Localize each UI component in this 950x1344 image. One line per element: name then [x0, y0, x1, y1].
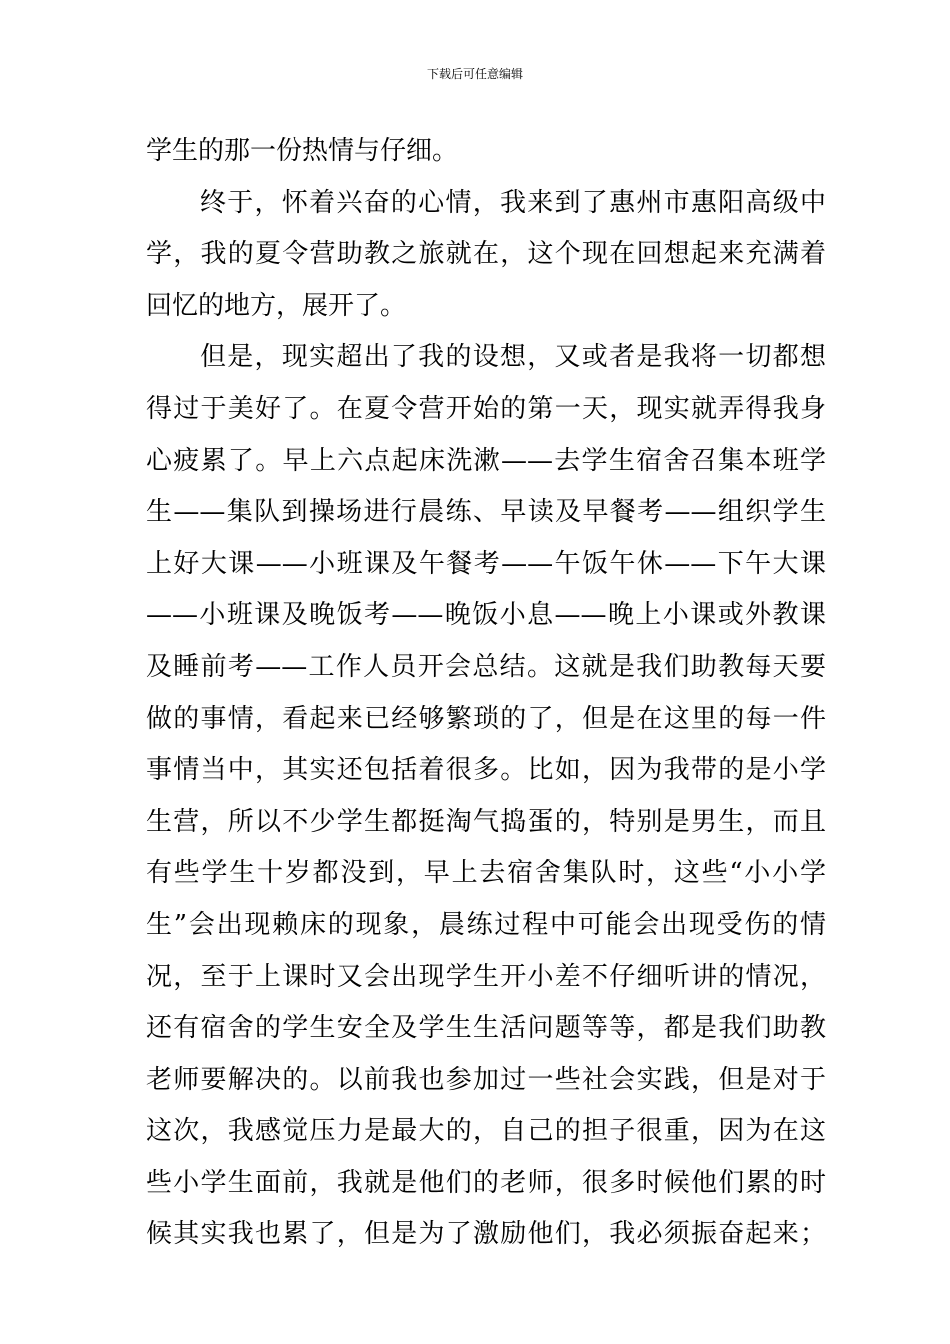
text-line: 事情当中，其实还包括着很多。比如，因为我带的是小学 — [146, 755, 826, 786]
text-line: 但是，现实超出了我的设想，又或者是我将一切都想 — [200, 342, 826, 373]
text-line: 上好大课——小班课及午餐考——午饭午休——下午大课 — [146, 548, 826, 579]
page-header: 下载后可任意编辑 — [426, 67, 523, 81]
text-line: 候其实我也累了，但是为了激励他们，我必须振奋起来； — [146, 1219, 826, 1250]
text-line: 学，我的夏令营助教之旅就在，这个现在回想起来充满着 — [146, 239, 826, 270]
text-line: 做的事情，看起来已经够繁琐的了，但是在这里的每一件 — [146, 703, 826, 734]
text-line: 回忆的地方，展开了。 — [146, 290, 407, 321]
text-line: 还有宿舍的学生安全及学生生活问题等等，都是我们助教 — [146, 1013, 826, 1044]
text-line: 况，至于上课时又会出现学生开小差不仔细听讲的情况， — [146, 961, 826, 992]
text-line: 有些学生十岁都没到，早上去宿舍集队时，这些“小小学 — [146, 858, 826, 889]
text-line: 及睡前考——工作人员开会总结。这就是我们助教每天要 — [146, 651, 826, 682]
text-line: 终于，怀着兴奋的心情，我来到了惠州市惠阳高级中 — [200, 187, 826, 218]
text-line: ——小班课及晚饭考——晚饭小息——晚上小课或外教课 — [146, 600, 826, 631]
text-line: 些小学生面前，我就是他们的老师，很多时候他们累的时 — [146, 1167, 826, 1198]
text-line: 老师要解决的。以前我也参加过一些社会实践，但是对于 — [146, 1064, 826, 1095]
text-line: 学生的那一份热情与仔细。 — [146, 136, 459, 166]
text-line: 这次，我感觉压力是最大的，自己的担子很重，因为在这 — [146, 1116, 826, 1147]
text-line: 心疲累了。早上六点起床洗漱——去学生宿舍召集本班学 — [146, 445, 826, 476]
text-line: 得过于美好了。在夏令营开始的第一天，现实就弄得我身 — [146, 393, 826, 424]
text-line: 生——集队到操场进行晨练、早读及早餐考——组织学生 — [146, 497, 826, 528]
body-text — [146, 126, 826, 1261]
text-line: 生”会出现赖床的现象，晨练过程中可能会出现受伤的情 — [146, 909, 826, 940]
text-line: 生营，所以不少学生都挺淘气捣蛋的，特别是男生，而且 — [146, 806, 826, 837]
